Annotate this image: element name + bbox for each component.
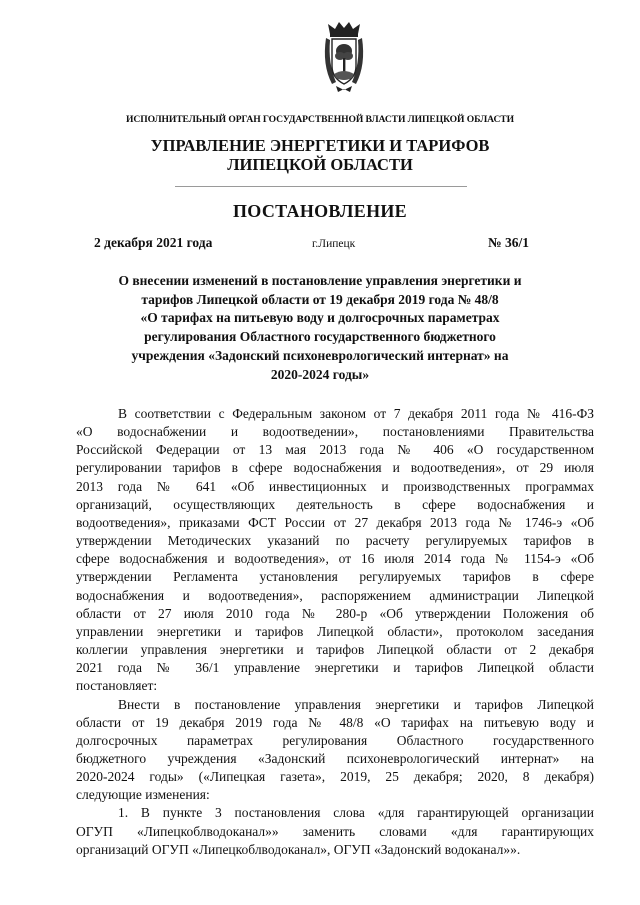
text-line: области от 19 декабря 2019 года № 48/8 «О тарифах на питьевую воду и (76, 714, 594, 730)
title-line: учреждения «Задонский психоневрологический интернат» на (131, 347, 509, 363)
text-line: водоотведения», приказами ФСТ России от 27 декабря 2013 года № 1746-э «Об (76, 514, 594, 530)
text-line: сфере водоснабжения и водоотведения», от 16 июля 2014 года № 1154-э «Об (76, 551, 594, 567)
text-line: утверждении Регламента установления регулируемых тарифов в сфере (76, 569, 594, 585)
department-line: УПРАВЛЕНИЕ ЭНЕРГЕТИКИ И ТАРИФОВ (150, 136, 490, 155)
text-line: ОГУП «Липецкоблводоканал»» заменить словами «для гарантирующих (76, 823, 594, 839)
organization-name: ИСПОЛНИТЕЛЬНЫЙ ОРГАН ГОСУДАРСТВЕННОЙ ВЛАСТИ ЛИПЕЦКОЙ ОБЛАСТИ (126, 114, 514, 125)
department-name (0, 136, 640, 174)
document-title (95, 272, 545, 384)
text-line: постановляет: (76, 678, 158, 694)
text-line: 2020-2024 годы» («Липецкая газета», 2019, 25 декабря; 2020, 8 декабря) (76, 769, 594, 785)
title-line: О внесении изменений в постановление управления энергетики и (118, 273, 522, 288)
text-line: организаций, осуществляющих деятельность в сфере водоснабжения и (76, 496, 594, 512)
text-line: Внести в постановление управления энергетики и тарифов Липецкой (118, 696, 594, 712)
text-line: управлении энергетики и тарифов Липецкой области», протоколом заседания (76, 623, 594, 639)
title-line: «О тарифах на питьевую воду и долгосрочных параметрах (140, 310, 500, 326)
text-line: утверждении Методических указаний по расчету регулируемых тарифов в (76, 533, 594, 549)
document-city: г.Липецк (312, 238, 356, 250)
paragraph-item-1 (76, 804, 594, 858)
text-line: бюджетного учреждения «Задонский психоневрологический интернат» на (76, 750, 594, 766)
text-line: В соответствии с Федеральным законом от 7 декабря 2011 года № 416-ФЗ (118, 406, 594, 421)
document-type: ПОСТАНОВЛЕНИЕ (233, 201, 407, 221)
text-line: 1. В пункте 3 постановления слова «для гарантирующей организации (118, 805, 594, 821)
document-date: 2 декабря 2021 года (94, 235, 213, 250)
header-divider (175, 186, 467, 187)
title-line: регулирования Областного государственного бюджетного (144, 329, 496, 345)
text-line: «О водоснабжении и водоотведении», постановлениями Правительства (76, 424, 594, 440)
text-line: регулировании тарифов в сфере водоснабжения и водоотведения», от 29 июля (76, 460, 594, 476)
text-line: 2021 года № 36/1 управление энергетики и тарифов Липецкой области (76, 660, 594, 676)
text-line: коллегии управления энергетики и тарифов Липецкой области от 2 декабря (76, 642, 594, 658)
text-line: организаций ОГУП «Липецкоблводоканал», ОГУП «Задонский водоканал»». (76, 841, 521, 857)
text-line: долгосрочных параметрах регулирования Областного государственного (76, 732, 594, 748)
document-body (76, 405, 594, 859)
text-line: Российской Федерации от 13 мая 2013 года № 406 «О государственном (76, 442, 594, 458)
title-line: тарифов Липецкой области от 19 декабря 2019 года № 48/8 (141, 291, 499, 307)
coat-of-arms-icon (322, 20, 366, 94)
text-line: водоснабжения и водоотведения», распоряжением администрации Липецкой (76, 587, 594, 603)
paragraph-preamble (76, 405, 594, 696)
text-line: следующие изменения: (76, 787, 210, 803)
text-line: 2013 года № 641 «Об инвестиционных и производственных программах (76, 478, 594, 494)
text-line: области от 27 июля 2010 года № 280-р «Об утверждении Положения об (76, 605, 594, 621)
title-line: 2020-2024 годы» (270, 366, 370, 382)
document-number: № 36/1 (488, 235, 529, 250)
paragraph-amendment (76, 696, 594, 805)
department-line: ЛИПЕЦКОЙ ОБЛАСТИ (227, 155, 413, 174)
